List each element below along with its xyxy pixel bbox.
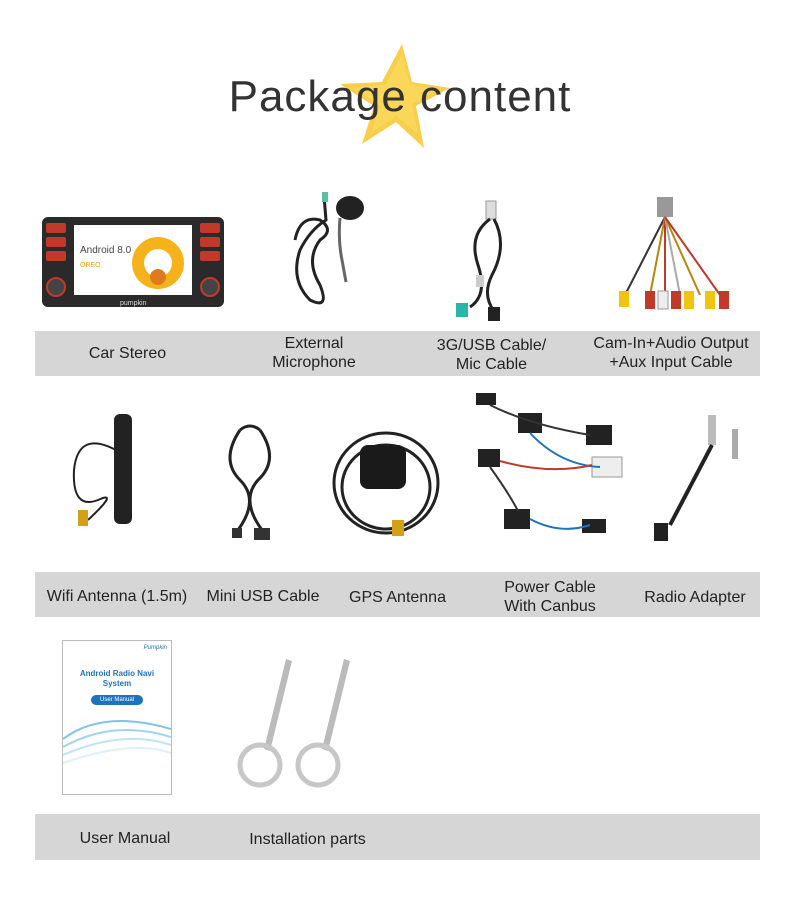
caption-radio-adapter: Radio Adapter bbox=[644, 589, 746, 606]
caption-power-cable: Power Cable With Canbus bbox=[504, 579, 596, 615]
external-microphone-image bbox=[280, 190, 370, 315]
caption-car-stereo: Car Stereo bbox=[88, 345, 167, 362]
car-stereo-image bbox=[40, 215, 226, 310]
manual-brand-text: Pumpkin bbox=[143, 645, 167, 651]
manual-badge: User Manual bbox=[91, 695, 143, 705]
caption-external-microphone: External Microphone bbox=[272, 335, 356, 371]
caption-installation-parts: Installation parts bbox=[249, 831, 366, 848]
radio-adapter-image bbox=[640, 405, 750, 545]
mini-usb-cable-image bbox=[220, 420, 280, 545]
header bbox=[0, 40, 800, 150]
gps-antenna-image bbox=[330, 415, 445, 550]
manual-wave-graphic bbox=[63, 699, 171, 769]
cam-in-cable-image bbox=[605, 195, 745, 320]
installation-parts-image bbox=[232, 655, 357, 790]
caption-mini-usb-cable: Mini USB Cable bbox=[206, 588, 320, 605]
user-manual-image bbox=[62, 640, 172, 795]
caption-usb-cable: 3G/USB Cable/ Mic Cable bbox=[436, 337, 547, 373]
power-cable-image bbox=[470, 385, 630, 555]
stereo-brand-text: pumpkin bbox=[120, 300, 147, 307]
caption-user-manual: User Manual bbox=[79, 830, 171, 847]
caption-cam-in-cable: Cam-In+Audio Output +Aux Input Cable bbox=[593, 335, 749, 371]
stereo-os-text: Android 8.0 bbox=[80, 245, 132, 256]
wifi-antenna-image bbox=[68, 410, 158, 540]
usb-cable-image bbox=[448, 195, 518, 325]
page-title: Package content bbox=[228, 72, 572, 121]
caption-wifi-antenna: Wifi Antenna (1.5m) bbox=[46, 588, 188, 605]
caption-gps-antenna: GPS Antenna bbox=[349, 589, 446, 606]
manual-title-text: Android Radio Navi System bbox=[79, 669, 155, 688]
stereo-version-text: OREO bbox=[80, 262, 101, 269]
